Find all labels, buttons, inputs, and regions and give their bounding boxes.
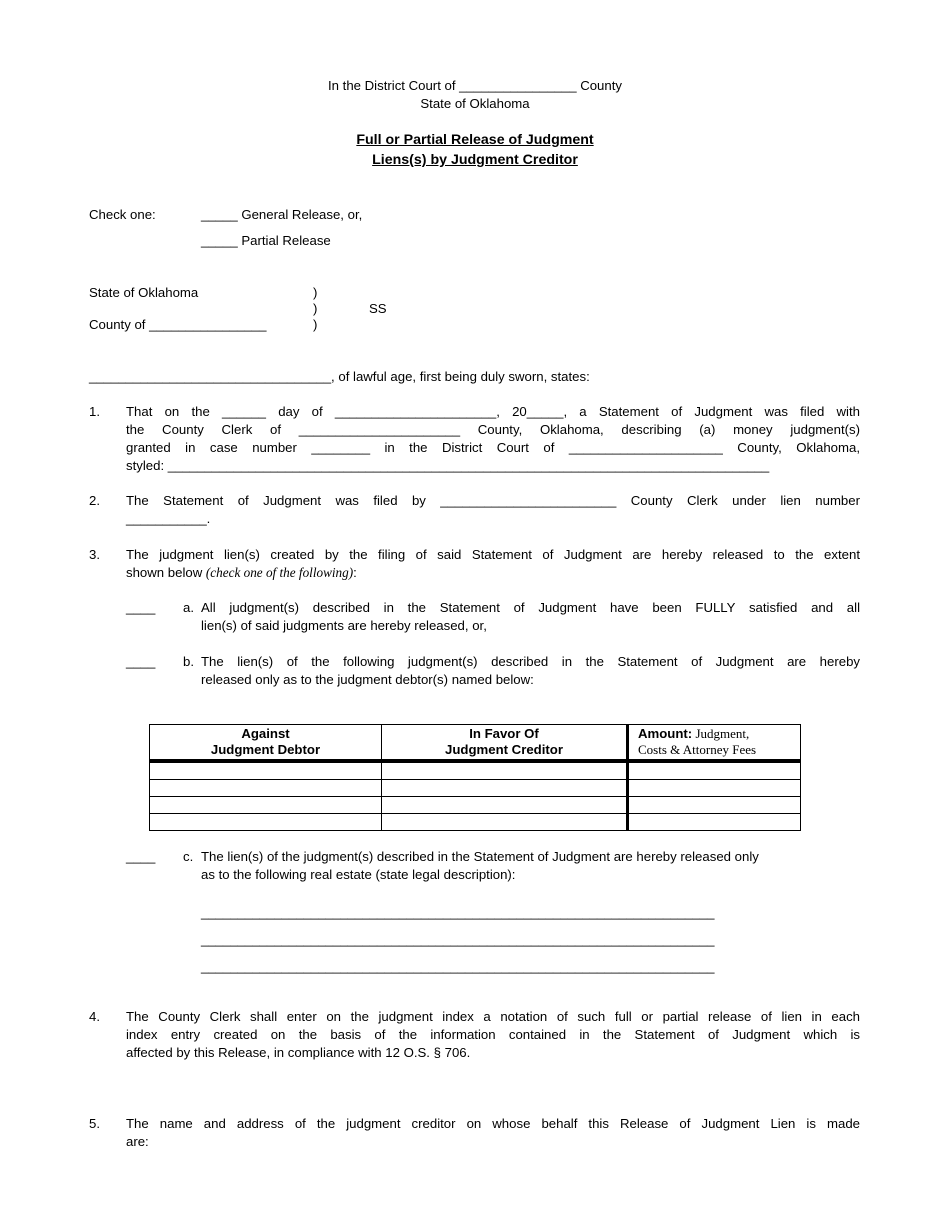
option-b-letter: b.	[183, 654, 194, 669]
table-header-row	[150, 725, 801, 762]
form-title	[0, 130, 950, 170]
item-3-line-2	[126, 564, 860, 582]
item-4-number: 4.	[89, 1009, 100, 1024]
col-in-favor-creditor: In Favor Of Judgment Creditor	[382, 725, 628, 762]
table-cell[interactable]	[628, 780, 801, 797]
table-row	[150, 761, 801, 780]
table-cell[interactable]	[628, 814, 801, 831]
legal-description-line-1[interactable]: ______________________________________________________________________	[201, 905, 715, 920]
item-3-line-1: The judgment lien(s) created by the filing of said Statement of Judgment are hereby released to the extent	[126, 547, 860, 562]
table-cell[interactable]	[382, 780, 628, 797]
col-against-debtor: Against Judgment Debtor	[150, 725, 382, 762]
legal-description-line-2[interactable]: ______________________________________________________________________	[201, 932, 715, 947]
option-c-line-1: The lien(s) of the judgment(s) described in the Statement of Judgment are hereby released only	[201, 849, 759, 864]
venue-paren-2: )	[313, 301, 318, 316]
col-amount: Amount: Judgment, Costs & Attorney Fees	[628, 725, 801, 762]
option-c-blank[interactable]: ____	[126, 849, 156, 864]
title-line-2: Liens(s) by Judgment Creditor	[372, 152, 578, 168]
option-b-blank[interactable]: ____	[126, 654, 156, 669]
state-line: State of Oklahoma	[420, 96, 530, 111]
item-4-line-3: affected by this Release, in compliance with 12 O.S. § 706.	[126, 1045, 471, 1060]
court-line: In the District Court of ________________ County	[328, 78, 622, 93]
item-3-number: 3.	[89, 547, 100, 562]
table-cell[interactable]	[628, 761, 801, 780]
table-row	[150, 797, 801, 814]
venue-paren-3: )	[313, 317, 318, 332]
option-a-line-1: All judgment(s) described in the Statement of Judgment have been FULLY satisfied and all	[201, 600, 860, 615]
item-3-instruction: (check one of the following)	[205, 565, 354, 580]
table-row	[150, 814, 801, 831]
item-5-number: 5.	[89, 1116, 100, 1131]
check-one-label: Check one:	[89, 207, 156, 222]
table-cell[interactable]	[382, 761, 628, 780]
option-c-line-2: as to the following real estate (state legal description):	[201, 867, 516, 882]
title-line-1: Full or Partial Release of Judgment	[356, 132, 594, 148]
item-3-colon: :	[353, 565, 357, 580]
table-cell[interactable]	[628, 797, 801, 814]
table-cell[interactable]	[382, 797, 628, 814]
option-b-line-1: The lien(s) of the following judgment(s) described in the Statement of Judgment are hereby	[201, 654, 860, 669]
venue-county[interactable]: County of ________________	[89, 317, 267, 332]
table-cell[interactable]	[150, 797, 382, 814]
option-b-line-2: released only as to the judgment debtor(s) named below:	[201, 672, 534, 687]
table-cell[interactable]	[150, 814, 382, 831]
item-5-line-2: are:	[126, 1134, 149, 1149]
option-a-blank[interactable]: ____	[126, 600, 156, 615]
item-1-line-4: styled: __________________________________________________________________________________	[126, 458, 770, 473]
venue-ss: SS	[369, 301, 387, 316]
item-5-line-1: The name and address of the judgment creditor on whose behalf this Release of Judgment Lien is made	[126, 1116, 860, 1131]
partial-release-option[interactable]: _____ Partial Release	[201, 233, 331, 248]
table-cell[interactable]	[150, 780, 382, 797]
item-3-line-2-text: shown below	[126, 565, 206, 580]
venue-paren-1: )	[313, 285, 318, 300]
option-a-line-2: lien(s) of said judgments are hereby released, or,	[201, 618, 487, 633]
venue-state: State of Oklahoma	[89, 285, 199, 300]
item-1-line-2: the County Clerk of ______________________ County, Oklahoma, describing (a) money judgment(s)	[126, 422, 860, 437]
item-2-line-1: The Statement of Judgment was filed by ________________________ County Clerk under lien number	[126, 493, 860, 508]
option-c-letter: c.	[183, 849, 194, 864]
item-4-line-2: index entry created on the basis of the information contained in the Statement of Judgment which is	[126, 1027, 860, 1042]
general-release-option[interactable]: _____ General Release, or,	[201, 207, 363, 222]
item-2-number: 2.	[89, 493, 100, 508]
item-1-line-1: That on the ______ day of ______________________, 20_____, a Statement of Judgment was filed with	[126, 404, 860, 419]
item-1-number: 1.	[89, 404, 100, 419]
table-cell[interactable]	[150, 761, 382, 780]
item-2-line-2: ___________.	[126, 511, 211, 526]
item-4-line-1: The County Clerk shall enter on the judgment index a notation of such full or partial release of lien in each	[126, 1009, 860, 1024]
option-a-letter: a.	[183, 600, 194, 615]
table-row	[150, 780, 801, 797]
table-cell[interactable]	[382, 814, 628, 831]
judgment-table	[149, 724, 801, 831]
affiant-line[interactable]: _________________________________, of lawful age, first being duly sworn, states:	[89, 369, 590, 384]
legal-description-line-3[interactable]: ______________________________________________________________________	[201, 959, 715, 974]
item-1-line-3: granted in case number ________ in the District Court of _____________________ County, Oklahoma,	[126, 440, 860, 455]
